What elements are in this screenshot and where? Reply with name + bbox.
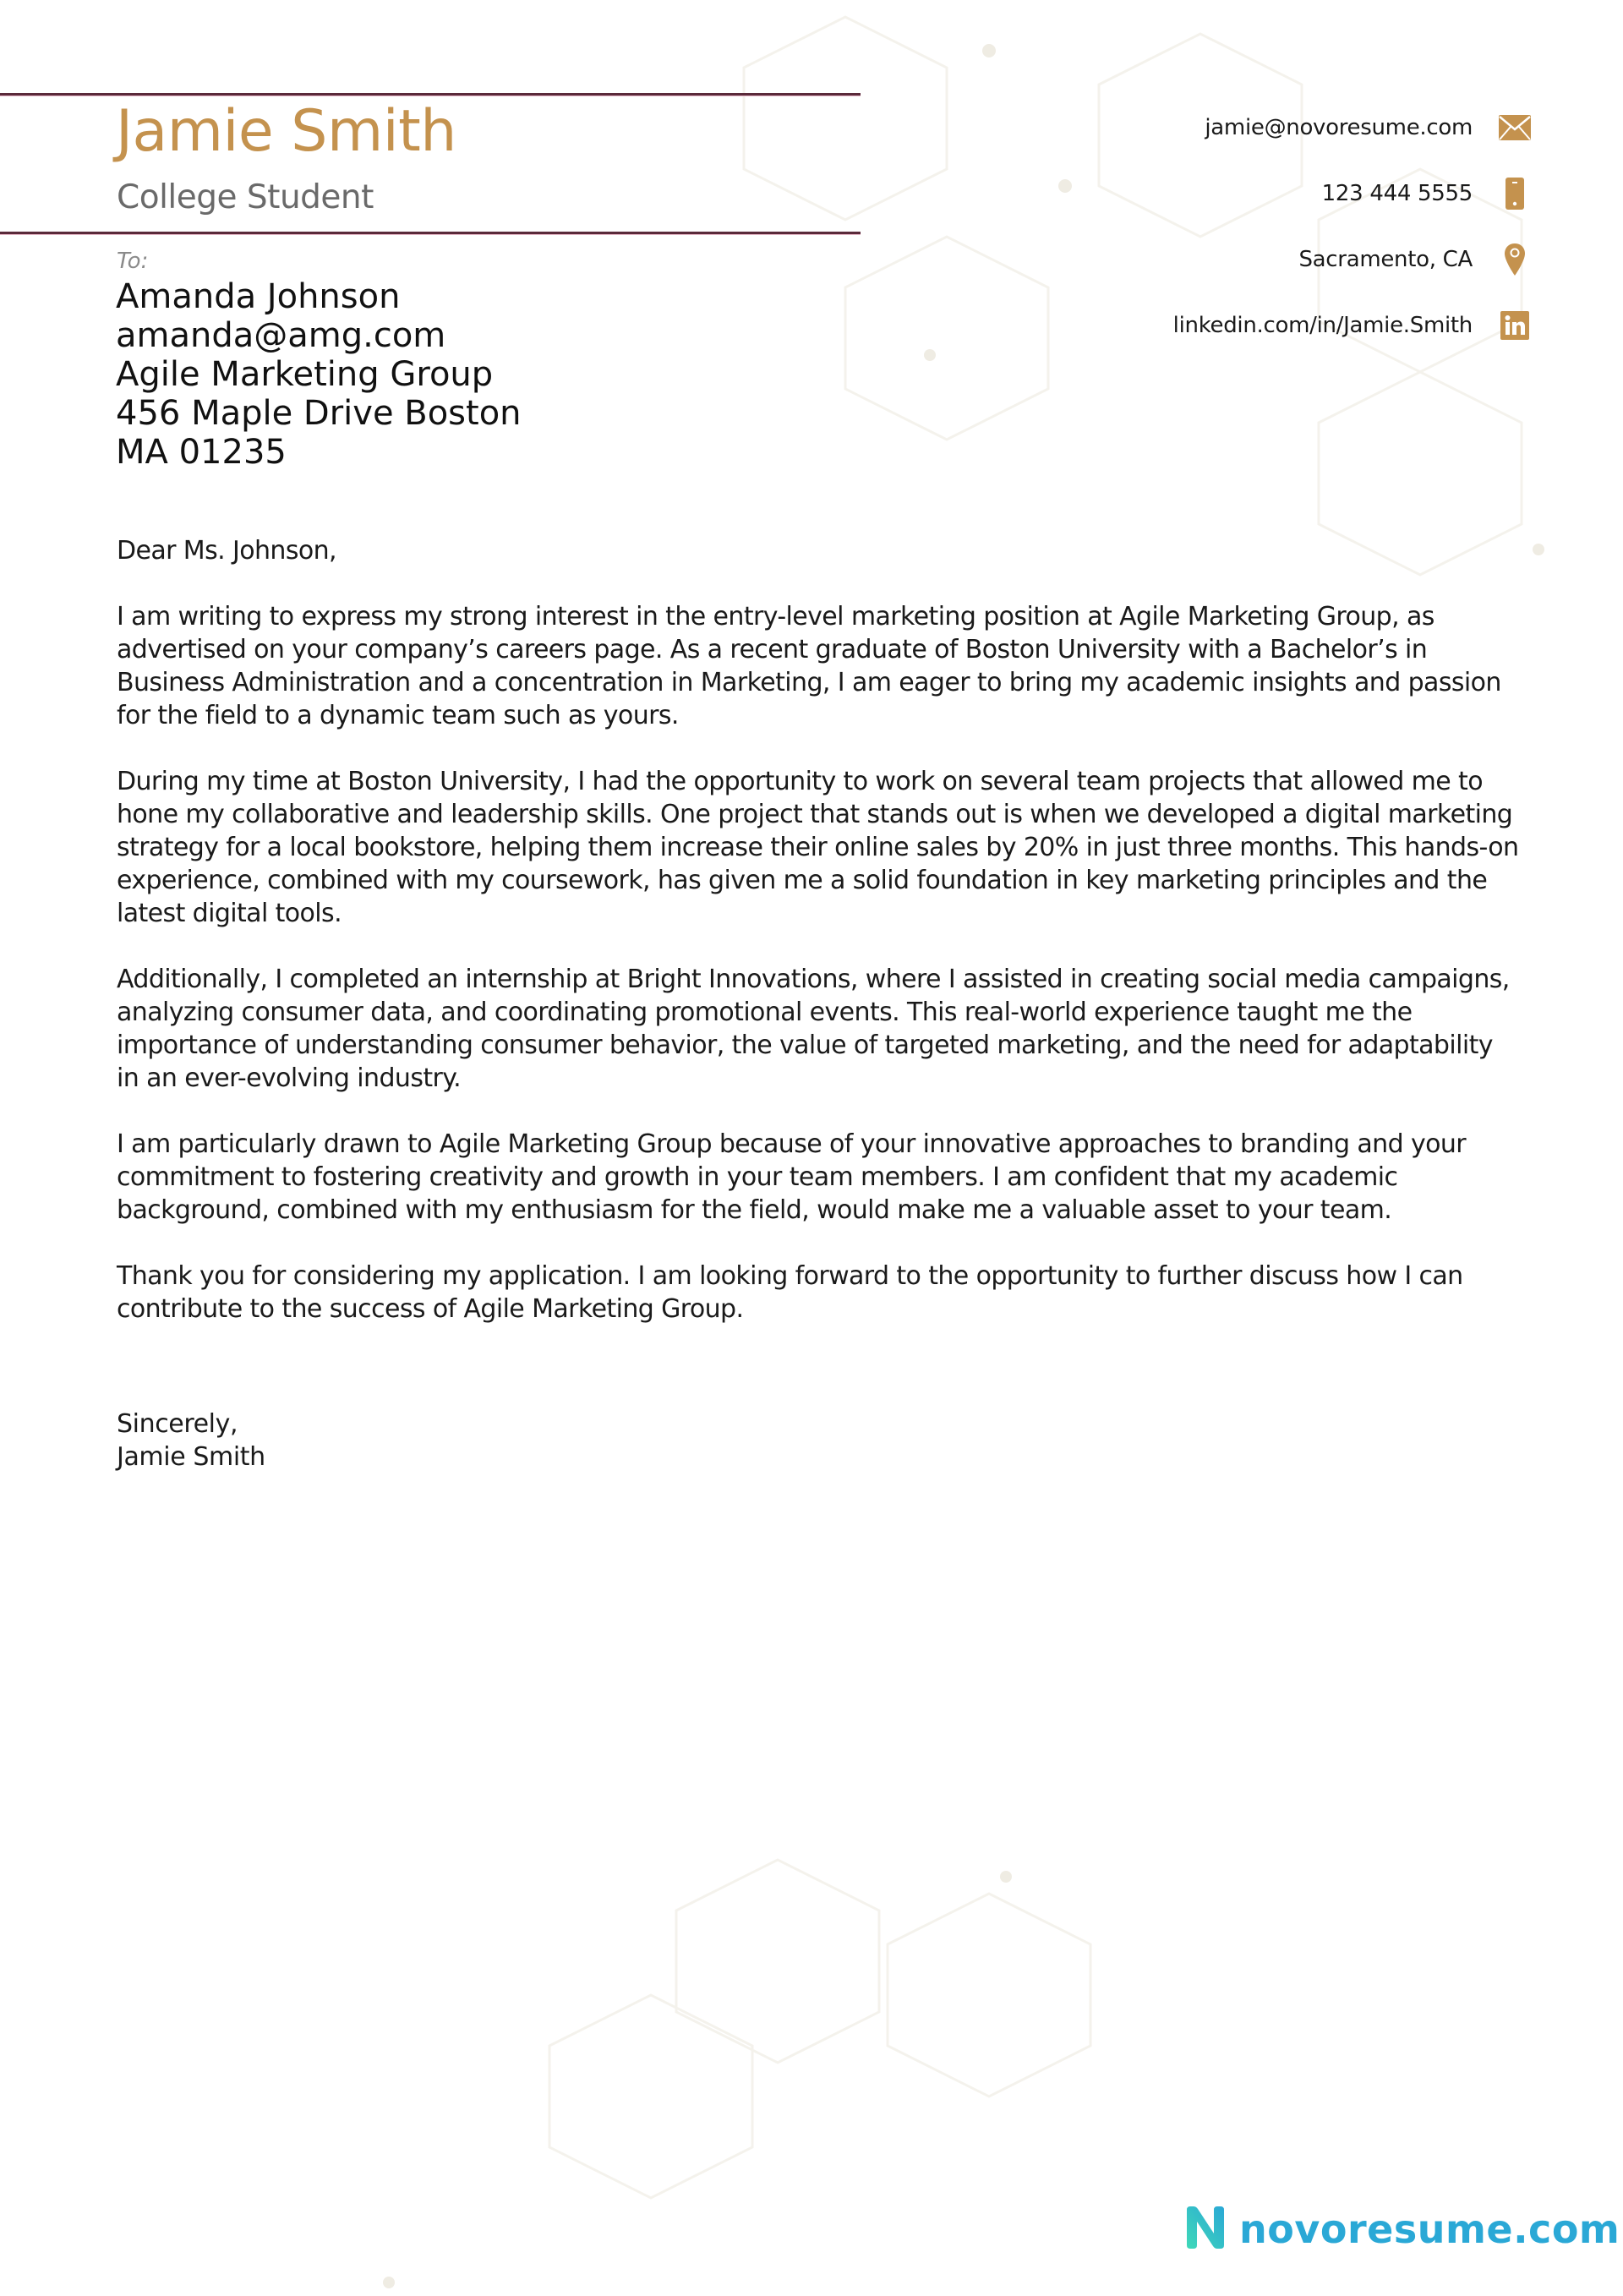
contact-location-text[interactable]: Sacramento, CA [1298,247,1473,272]
contact-linkedin-text[interactable]: linkedin.com/in/Jamie.Smith [1172,313,1473,338]
contact-list [1173,95,1532,358]
recipient-block [116,277,522,472]
brand-logo[interactable] [1183,2205,1620,2254]
linkedin-icon [1498,309,1532,342]
envelope-icon [1498,111,1532,145]
contact-location[interactable] [1173,227,1532,292]
recipient-label: To: [117,249,149,274]
phone-icon [1498,177,1532,210]
paragraph-thanks: Thank you for considering my application. I am looking forward to the opportunity to further discuss how I can contribute to the success of Agile Marketing Group. [117,1261,1463,1324]
header-bottom-rule [0,232,861,234]
closing-block [117,1408,265,1473]
signature-name: Jamie Smith [117,1442,265,1472]
paragraph-internship: Additionally, I completed an internship at Bright Innovations, where I assisted in creating social media campaigns, analyzing consumer data, and coordinating promotional events. This real-world experience taught me the importance of understanding consumer behavior, the value of targeted marketing, and the need for adaptability in an ever-evolving industry. [117,965,1510,1093]
closing-phrase: Sincerely, [117,1409,238,1439]
recipient-state-zip: MA 01235 [116,433,287,472]
recipient-street: 456 Maple Drive Boston [116,394,522,433]
paragraph-education: During my time at Boston University, I had the opportunity to work on several team projects that allowed me to hone my collaborative and leadership skills. One project that stands out is when we developed a digital marketing strategy for a local bookstore, helping them increase their online sales by 20% in just three months. This hands-on experience, combined with my coursework, has given me a solid foundation in key marketing principles and the latest digital tools. [117,767,1519,928]
applicant-name: Jamie Smith [116,98,456,165]
contact-email-text[interactable]: jamie@novoresume.com [1205,115,1473,140]
salutation: Dear Ms. Johnson, [117,536,336,566]
recipient-name: Amanda Johnson [116,277,401,316]
map-pin-icon [1498,243,1532,276]
contact-phone[interactable] [1173,161,1532,227]
contact-phone-text[interactable]: 123 444 5555 [1321,181,1473,206]
applicant-title: College Student [117,178,374,216]
header-top-rule [0,93,861,96]
contact-email[interactable] [1173,95,1532,161]
recipient-company: Agile Marketing Group [116,355,494,394]
paragraph-intro: I am writing to express my strong interest in the entry-level marketing position at Agile Marketing Group, as advertised on your company’s careers page. As a recent graduate of Boston University with a Bachelor’s in Business Administration and a concentration in Marketing, I am eager to bring my academic insights and passion for the field to a dynamic team such as yours. [117,602,1501,730]
recipient-email: amanda@amg.com [116,316,446,355]
brand-name: novoresume.com [1239,2206,1620,2252]
novoresume-logo-icon [1183,2205,1227,2254]
letter-body [117,534,1520,1358]
contact-linkedin[interactable] [1173,292,1532,358]
paragraph-motivation: I am particularly drawn to Agile Marketing Group because of your innovative approaches to branding and your commitment to fostering creativity and growth in your team members. I am confident that my academic background, combined with my enthusiasm for the field, would make me a valuable asset to your team. [117,1129,1467,1225]
